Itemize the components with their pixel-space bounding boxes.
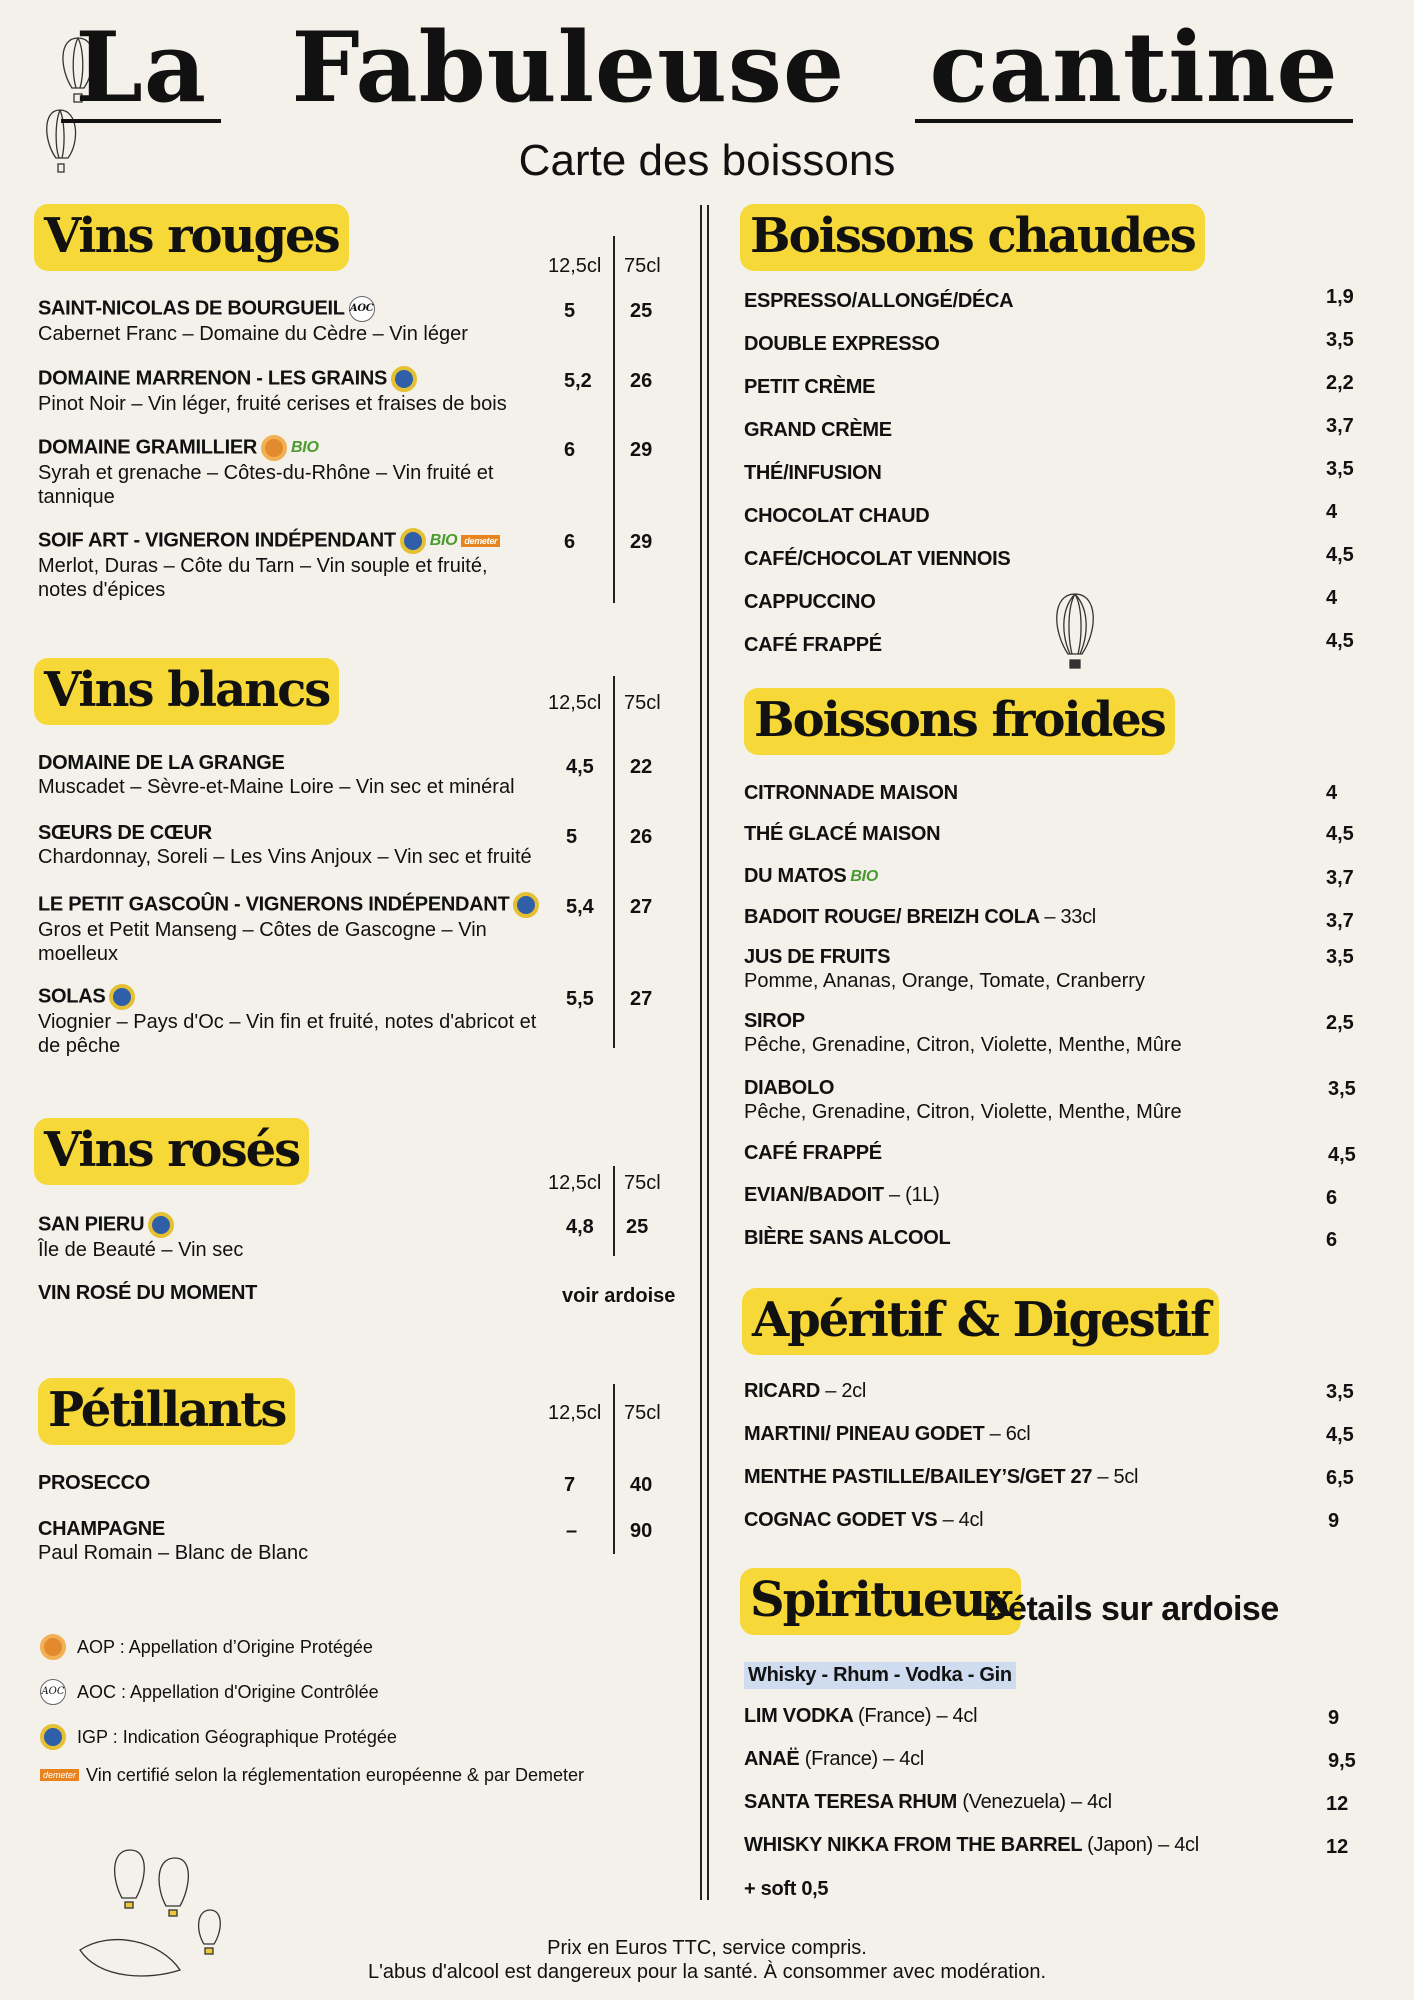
item-price: 12 — [1326, 1793, 1349, 1815]
list-item — [38, 366, 548, 416]
item-description: Muscadet – Sèvre-et-Maine Loire – Vin sec et minéral — [38, 776, 515, 798]
bottle-price: 90 — [630, 1520, 653, 1542]
bottle-price: 26 — [630, 370, 653, 392]
item-origin: (France) – 4cl — [804, 1748, 924, 1770]
item-name: ESPRESSO/ALLONGÉ/DÉCA — [744, 290, 1014, 312]
item-name: THÉ GLACÉ MAISON — [744, 823, 941, 845]
item-price: 3,5 — [1326, 329, 1354, 351]
list-item — [38, 435, 538, 509]
legend-aoc — [40, 1679, 379, 1705]
item-volume: – (1L) — [889, 1184, 940, 1206]
item-name: SOLAS — [38, 985, 106, 1008]
item-price: 3,7 — [1326, 867, 1354, 889]
item-name: SAINT-NICOLAS DE BOURGUEIL — [38, 297, 345, 320]
aoc-badge-icon: AOC — [40, 1679, 66, 1705]
item-price: 3,7 — [1326, 415, 1354, 437]
center-divider-2 — [707, 205, 709, 1900]
item-price: 12 — [1326, 1836, 1349, 1858]
glass-price: 4,5 — [566, 756, 594, 778]
igp-badge-icon — [391, 366, 417, 392]
igp-badge-icon — [513, 892, 539, 918]
footer-alcohol-warning: L'abus d'alcool est dangereux pour la santé. À consommer avec modération. — [367, 1961, 1047, 1983]
item-price: 4,5 — [1326, 1424, 1354, 1446]
item-description: Chardonnay, Soreli – Les Vins Anjoux – Vin sec et fruité — [38, 846, 532, 868]
item-name: DOMAINE GRAMILLIER — [38, 436, 258, 459]
item-name: COGNAC GODET VS — [744, 1509, 938, 1531]
bio-badge-icon: BIO — [850, 867, 878, 885]
item-price: 9,5 — [1328, 1750, 1356, 1772]
glass-price: 6 — [564, 439, 576, 461]
item-name: DOMAINE MARRENON - LES GRAINS — [38, 367, 388, 390]
item-name: PROSECCO — [38, 1472, 151, 1494]
section-title-vins-rouges: Vins rouges — [34, 204, 349, 271]
item-price: 9 — [1328, 1510, 1340, 1532]
list-item — [744, 1010, 1182, 1057]
glass-price: 6 — [564, 531, 576, 553]
spiritueux-categories: Whisky - Rhum - Vodka - Gin — [744, 1662, 1016, 1689]
demeter-badge-icon: demeter — [40, 1769, 79, 1781]
list-item — [38, 1212, 538, 1262]
bottle-price: 26 — [630, 826, 653, 848]
column-header-bottle: 75cl — [624, 1172, 661, 1194]
list-item — [38, 822, 558, 869]
item-name: JUS DE FRUITS — [744, 946, 891, 968]
bottle-price: 22 — [630, 756, 653, 778]
glass-price: 4,8 — [566, 1216, 594, 1238]
aoc-badge-icon: AOC — [349, 296, 375, 322]
item-name: GRAND CRÈME — [744, 419, 892, 441]
item-name: BIÈRE SANS ALCOOL — [744, 1227, 951, 1249]
item-name: SIROP — [744, 1010, 805, 1032]
legend-igp — [40, 1724, 397, 1750]
item-name: CAFÉ FRAPPÉ — [744, 1142, 882, 1164]
list-item — [744, 946, 1145, 993]
item-price: 4,5 — [1326, 544, 1354, 566]
list-item — [38, 1518, 538, 1565]
item-name: EVIAN/BADOIT — [744, 1184, 884, 1206]
item-name: DIABOLO — [744, 1077, 835, 1099]
section-title-petillants: Pétillants — [38, 1378, 295, 1445]
restaurant-title — [0, 11, 1414, 124]
item-volume: – 33cl — [1044, 906, 1096, 928]
item-description: Cabernet Franc – Domaine du Cèdre – Vin léger — [38, 323, 468, 345]
bottle-price: 29 — [630, 531, 653, 553]
column-header-glass: 12,5cl — [548, 1172, 602, 1194]
item-name: ANAË — [744, 1748, 800, 1770]
item-price: 1,9 — [1326, 286, 1354, 308]
bottle-price: 40 — [630, 1474, 653, 1496]
item-name: SŒURS DE CŒUR — [38, 822, 212, 844]
glass-price: 5,5 — [566, 988, 594, 1010]
item-origin: (Venezuela) – 4cl — [962, 1791, 1112, 1813]
item-description: Pomme, Ananas, Orange, Tomate, Cranberry — [744, 970, 1145, 992]
item-price: 4 — [1326, 782, 1338, 804]
section-title-vins-roses: Vins rosés — [34, 1118, 309, 1185]
item-origin: (France) – 4cl — [858, 1705, 978, 1727]
item-description: Île de Beauté – Vin sec — [38, 1239, 244, 1261]
list-item — [744, 1077, 1182, 1124]
item-name: LE PETIT GASCOÛN - VIGNERONS INDÉPENDANT — [38, 893, 510, 916]
item-price: 3,7 — [1326, 910, 1354, 932]
bottle-price: 29 — [630, 439, 653, 461]
column-header-glass: 12,5cl — [548, 1402, 602, 1424]
item-name: MENTHE PASTILLE/BAILEY’S/GET 27 — [744, 1466, 1093, 1488]
item-description: Syrah et grenache – Côtes-du-Rhône – Vin fruité et tannique — [38, 462, 494, 508]
price-divider — [613, 1384, 615, 1554]
item-name: BADOIT ROUGE/ BREIZH COLA — [744, 906, 1040, 928]
title-word-la: La — [61, 18, 221, 123]
item-volume: – 6cl — [989, 1423, 1031, 1445]
glass-price: 5,2 — [564, 370, 592, 392]
legend-text: Vin certifié selon la réglementation européenne & par Demeter — [86, 1764, 585, 1785]
item-volume: – 4cl — [942, 1509, 984, 1531]
list-item — [38, 752, 558, 799]
legend-text: AOP : Appellation d’Origine Protégée — [77, 1636, 373, 1657]
aop-badge-icon — [40, 1634, 66, 1660]
item-name: PETIT CRÈME — [744, 376, 876, 398]
item-price: 4,5 — [1328, 1144, 1356, 1166]
hot-air-balloon-icon — [1040, 590, 1110, 690]
item-price: 2,2 — [1326, 372, 1354, 394]
column-header-glass: 12,5cl — [548, 692, 602, 714]
item-name: VIN ROSÉ DU MOMENT — [38, 1282, 258, 1304]
section-title-vins-blancs: Vins blancs — [34, 658, 339, 725]
glass-price: 7 — [564, 1474, 576, 1496]
footer-prices-note: Prix en Euros TTC, service compris. — [547, 1937, 867, 1959]
item-volume: – 2cl — [825, 1380, 866, 1402]
menu-subtitle: Carte des boissons — [518, 136, 896, 185]
section-title-boissons-froides: Boissons froides — [744, 688, 1175, 755]
price-divider — [613, 1166, 615, 1256]
legend-text: AOC : Appellation d'Origine Contrôlée — [77, 1681, 379, 1702]
item-name: DOUBLE EXPRESSO — [744, 333, 940, 355]
item-price: 6,5 — [1326, 1467, 1354, 1489]
item-origin: (Japon) – 4cl — [1087, 1834, 1199, 1856]
item-name: DOMAINE DE LA GRANGE — [38, 752, 285, 774]
center-divider — [700, 205, 702, 1900]
item-name: WHISKY NIKKA FROM THE BARREL — [744, 1834, 1082, 1856]
bottle-price: 27 — [630, 988, 653, 1010]
item-name: SANTA TERESA RHUM — [744, 1791, 958, 1813]
price-note: voir ardoise — [562, 1285, 676, 1307]
legend-text: IGP : Indication Géographique Protégée — [77, 1726, 397, 1747]
glass-price: – — [566, 1520, 578, 1542]
item-name: CAFÉ/CHOCOLAT VIENNOIS — [744, 548, 1011, 570]
list-item — [38, 892, 548, 966]
item-description: Gros et Petit Manseng – Côtes de Gascogne – Vin moelleux — [38, 919, 487, 965]
price-divider — [613, 676, 615, 1048]
igp-badge-icon — [148, 1212, 174, 1238]
item-name: MARTINI/ PINEAU GODET — [744, 1423, 985, 1445]
item-price: 2,5 — [1326, 1012, 1354, 1034]
item-price: 4,5 — [1326, 630, 1354, 652]
aop-badge-icon — [261, 435, 287, 461]
item-price: 4,5 — [1326, 823, 1354, 845]
section-title-aperitif-digestif: Apéritif & Digestif — [742, 1288, 1219, 1355]
legend-aop — [40, 1634, 373, 1660]
item-name: CITRONNADE MAISON — [744, 782, 958, 804]
item-price: 4 — [1326, 587, 1338, 609]
item-name: SOIF ART - VIGNERON INDÉPENDANT — [38, 529, 396, 552]
bottle-price: 27 — [630, 896, 653, 918]
igp-badge-icon — [40, 1724, 66, 1750]
igp-badge-icon — [109, 984, 135, 1010]
title-word-cantine: cantine — [915, 18, 1352, 123]
glass-price: 5,4 — [566, 896, 594, 918]
legend-demeter — [40, 1764, 584, 1786]
list-item — [38, 296, 548, 346]
item-name: CAPPUCCINO — [744, 591, 876, 613]
item-name: CHAMPAGNE — [38, 1518, 165, 1540]
bottle-price: 25 — [626, 1216, 649, 1238]
soft-supplement: + soft 0,5 — [744, 1878, 829, 1900]
item-name: SAN PIERU — [38, 1213, 145, 1236]
item-name: LIM VODKA — [744, 1705, 853, 1727]
section-title-boissons-chaudes: Boissons chaudes — [740, 204, 1205, 271]
column-header-bottle: 75cl — [624, 692, 661, 714]
item-description: Viognier – Pays d'Oc – Vin fin et fruité, notes d'abricot et de pêche — [38, 1011, 537, 1057]
item-price: 6 — [1326, 1229, 1338, 1251]
item-name: CHOCOLAT CHAUD — [744, 505, 930, 527]
igp-badge-icon — [400, 528, 426, 554]
price-divider — [613, 236, 615, 603]
item-description: Paul Romain – Blanc de Blanc — [38, 1542, 309, 1564]
title-word-fabuleuse: Fabuleuse — [291, 11, 846, 124]
item-price: 3,5 — [1326, 458, 1354, 480]
item-price: 9 — [1328, 1707, 1340, 1729]
column-header-glass: 12,5cl — [548, 255, 602, 277]
item-price: 3,5 — [1326, 1381, 1354, 1403]
item-price: 3,5 — [1326, 946, 1354, 968]
item-price: 6 — [1326, 1187, 1338, 1209]
list-item — [38, 984, 548, 1058]
glass-price: 5 — [564, 300, 576, 322]
bio-badge-icon: BIO — [291, 439, 319, 456]
spiritueux-details: Détails sur ardoise — [984, 1590, 1279, 1628]
section-title-spiritueux: Spiritueux — [740, 1568, 1021, 1635]
demeter-badge-icon: demeter — [461, 535, 500, 547]
column-header-bottle: 75cl — [624, 1402, 661, 1424]
item-name: DU MATOS — [744, 865, 847, 887]
glass-price: 5 — [566, 826, 578, 848]
item-name: CAFÉ FRAPPÉ — [744, 634, 882, 656]
bio-badge-icon: BIO — [429, 532, 458, 549]
item-price: 4 — [1326, 501, 1338, 523]
column-header-bottle: 75cl — [624, 255, 661, 277]
item-name: THÉ/INFUSION — [744, 462, 882, 484]
list-item — [38, 528, 538, 602]
item-description: Pêche, Grenadine, Citron, Violette, Menthe, Mûre — [744, 1034, 1182, 1056]
item-description: Pinot Noir – Vin léger, fruité cerises et fraises de bois — [38, 393, 507, 415]
item-name: RICARD — [744, 1380, 820, 1402]
item-price: 3,5 — [1328, 1078, 1356, 1100]
bottle-price: 25 — [630, 300, 653, 322]
item-description: Merlot, Duras – Côte du Tarn – Vin souple et fruité, notes d'épices — [38, 555, 488, 601]
item-volume: – 5cl — [1097, 1466, 1139, 1488]
item-description: Pêche, Grenadine, Citron, Violette, Menthe, Mûre — [744, 1101, 1182, 1123]
